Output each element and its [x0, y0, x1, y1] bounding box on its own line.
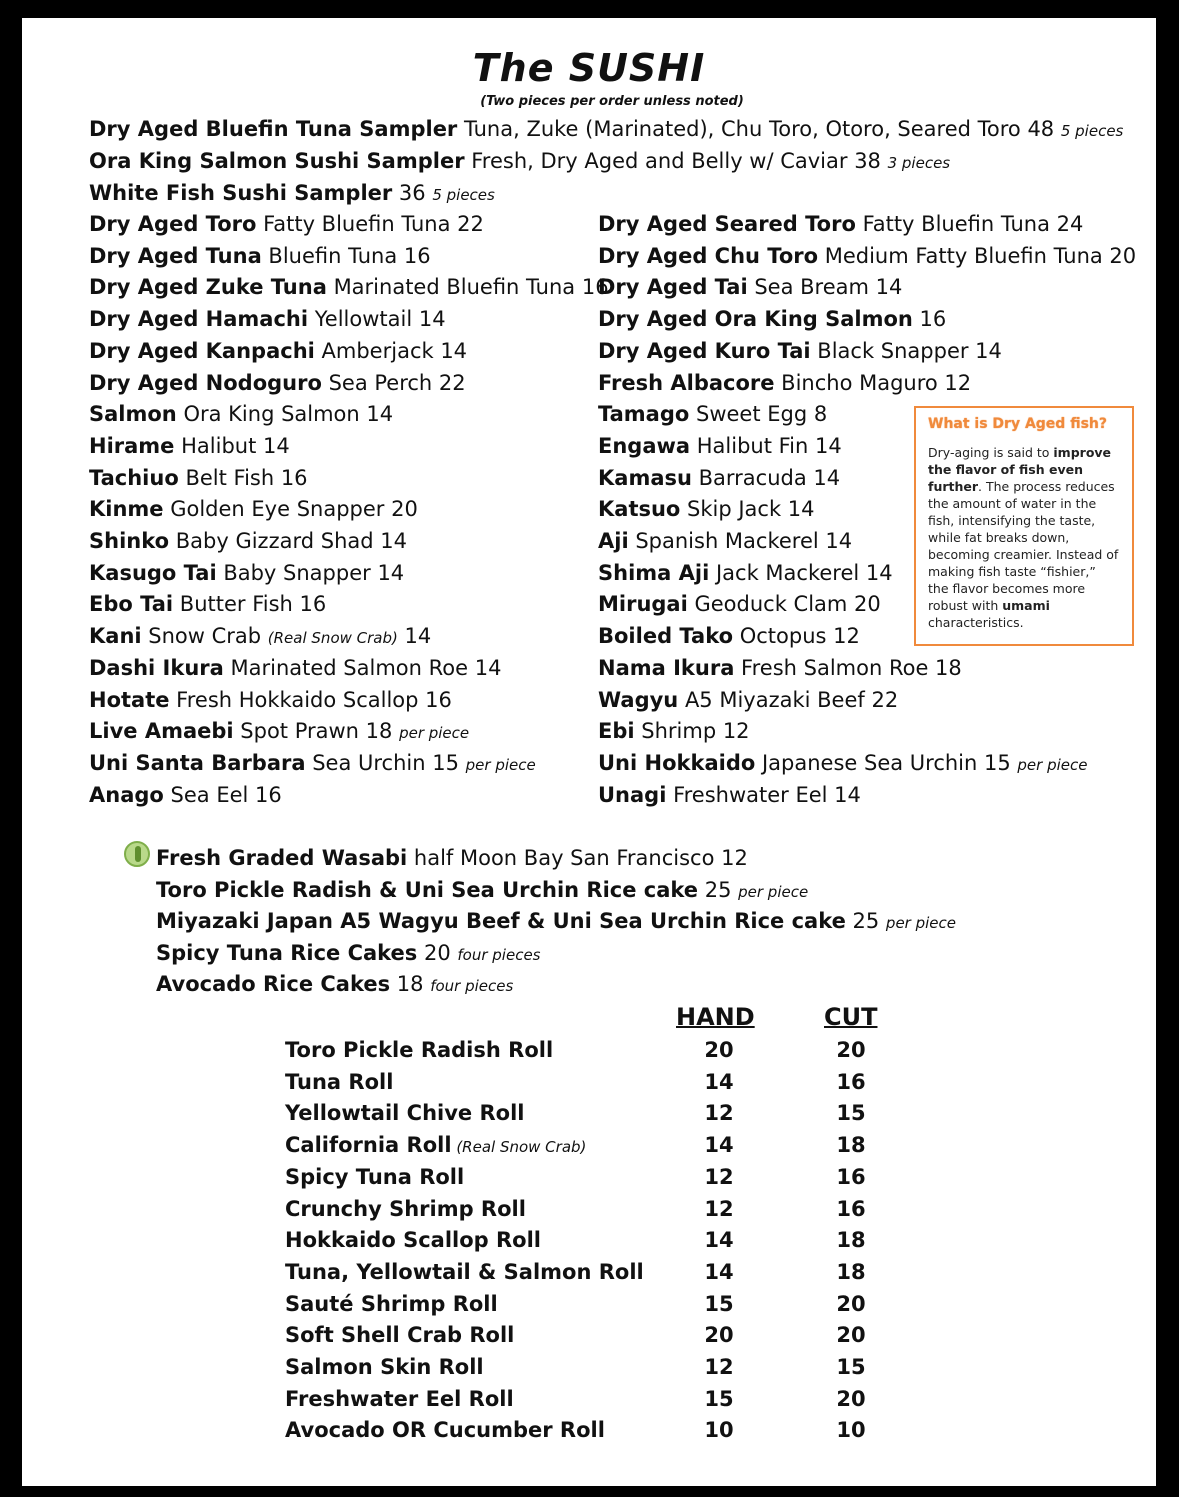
item-desc: Geoduck Clam 20	[687, 592, 881, 617]
roll-name: Spicy Tuna Roll	[285, 1164, 465, 1189]
item-name: Nama Ikura	[598, 655, 735, 680]
item-name: Dry Aged Nodoguro	[89, 370, 322, 395]
item-name: Kani	[89, 624, 142, 649]
roll-cut-price: 20	[836, 1386, 866, 1411]
dry-aged-info-box	[914, 406, 1134, 646]
menu-item-right	[598, 433, 842, 459]
item-desc: Sea Eel 16	[163, 782, 282, 807]
item-desc: Fresh, Dry Aged and Belly w/ Caviar 38	[464, 149, 888, 173]
item-desc: Marinated Salmon Roe 14	[223, 655, 502, 680]
item-note: per piece	[885, 914, 956, 933]
menu-item-left	[89, 433, 290, 459]
roll-cut-price: 20	[836, 1323, 866, 1348]
menu-item-right	[598, 243, 1136, 269]
menu-item-left	[89, 687, 452, 713]
menu-item-left	[89, 338, 467, 364]
item-name: Dry Aged Tai	[598, 275, 748, 300]
menu-item-right	[598, 496, 815, 522]
menu-item-left	[89, 718, 469, 746]
item-name: Dry Aged Toro	[89, 212, 257, 236]
roll-hand-price: 14	[704, 1069, 734, 1094]
item-desc: 18	[390, 972, 431, 997]
item-desc: Jack Mackerel 14	[709, 560, 893, 585]
roll-hand-price: 14	[704, 1228, 734, 1253]
menu-item-left	[89, 528, 407, 554]
item-desc: Spanish Mackerel 14	[628, 529, 853, 553]
roll-name: Crunchy Shrimp Roll	[285, 1196, 526, 1221]
item-desc: Bincho Maguro 12	[774, 370, 972, 395]
special-item	[156, 908, 956, 936]
special-item	[156, 940, 541, 968]
roll-hand-price: 14	[704, 1133, 734, 1158]
roll-name: California Roll (Real Snow Crab)	[285, 1133, 587, 1158]
item-name: Hirame	[89, 433, 175, 458]
roll-cut-price: 16	[836, 1196, 866, 1221]
item-desc: Belt Fish 16	[178, 465, 308, 490]
roll-cut-price: 16	[836, 1069, 866, 1094]
item-note: per piece	[465, 755, 536, 774]
item-name: Kasugo Tai	[89, 560, 217, 585]
info-box-body: Dry-aging is said to improve the flavor of fish even further. The process reduces the amount of water in the fish, intensifying the taste, while fat breaks down, becoming creamier. Instead of making fish taste “fishier,” the flavor becomes more robust with umami characteristics.	[928, 445, 1119, 630]
item-name: Ebo Tai	[89, 592, 174, 617]
menu-item-left	[89, 401, 393, 427]
item-note: per piece	[738, 882, 809, 901]
item-name: Tachiuo	[89, 465, 179, 490]
menu-item-left	[89, 591, 326, 617]
item-name: Dry Aged Seared Toro	[598, 212, 856, 236]
item-desc: Octopus 12	[733, 624, 860, 649]
item-name: Anago	[89, 782, 164, 807]
menu-item-right	[598, 655, 962, 681]
item-desc: Fresh Hokkaido Scallop 16	[169, 687, 452, 712]
sampler-item	[89, 148, 950, 176]
menu-item-left	[89, 274, 609, 300]
item-desc: A5 Miyazaki Beef 22	[678, 687, 899, 712]
roll-hand-price: 20	[704, 1323, 734, 1348]
item-note: (Real Snow Crab)	[267, 629, 398, 648]
item-name: Aji	[598, 529, 629, 553]
item-desc: 20	[417, 940, 458, 965]
item-name: Live Amaebi	[89, 719, 234, 744]
item-name: Dry Aged Tuna	[89, 243, 262, 268]
menu-item-left	[89, 465, 308, 491]
item-name: White Fish Sushi Sampler	[89, 181, 393, 205]
menu-item-right	[598, 465, 840, 491]
item-name: Boiled Tako	[598, 624, 734, 649]
sampler-item	[89, 180, 495, 208]
item-desc: Black Snapper 14	[810, 338, 1002, 363]
item-note: 5 pieces	[432, 186, 495, 204]
roll-hand-price: 12	[704, 1101, 734, 1126]
menu-item-right	[598, 560, 893, 586]
roll-cut-price: 18	[836, 1259, 866, 1284]
menu-item-left	[89, 496, 418, 522]
roll-name: Toro Pickle Radish Roll	[285, 1038, 554, 1062]
item-name: Kinme	[89, 497, 164, 522]
roll-cut-price: 20	[836, 1291, 866, 1316]
item-note: 5 pieces	[1060, 122, 1124, 140]
item-name: Dry Aged Ora King Salmon	[598, 307, 913, 332]
item-desc: Fresh Salmon Roe 18	[734, 655, 962, 680]
menu-item-right	[598, 750, 1087, 778]
roll-hand-price: 12	[704, 1164, 734, 1189]
item-desc: Sweet Egg 8	[689, 402, 828, 427]
menu-item-left	[89, 623, 431, 651]
item-name: Ebi	[598, 719, 635, 744]
menu-item-right	[598, 591, 881, 617]
item-note: 3 pieces	[887, 154, 951, 172]
item-desc: Amberjack 14	[314, 338, 468, 363]
item-desc: Golden Eye Snapper 20	[163, 497, 418, 522]
page-subtitle: (Two pieces per order unless noted)	[480, 94, 744, 109]
roll-cut-price: 20	[836, 1038, 866, 1062]
roll-name: Freshwater Eel Roll	[285, 1386, 514, 1411]
item-desc: Marinated Bluefin Tuna 16	[326, 275, 609, 300]
menu-page	[22, 18, 1156, 1486]
roll-hand-price: 10	[704, 1418, 734, 1443]
item-name: Fresh Graded Wasabi	[156, 846, 408, 870]
item-name: Katsuo	[598, 497, 681, 522]
item-desc: Shrimp 12	[634, 719, 750, 744]
item-desc: Yellowtail 14	[308, 307, 446, 332]
item-desc: Sea Bream 14	[747, 275, 903, 300]
item-desc: Baby Gizzard Shad 14	[169, 529, 407, 553]
roll-hand-price: 20	[704, 1038, 734, 1062]
item-price: 14	[397, 624, 432, 649]
menu-item-right	[598, 401, 827, 427]
roll-name: Salmon Skin Roll	[285, 1355, 484, 1379]
roll-name: Yellowtail Chive Roll	[285, 1101, 525, 1126]
roll-name: Tuna Roll	[285, 1069, 394, 1094]
menu-item-left	[89, 560, 404, 586]
item-desc: Spot Prawn 18	[233, 719, 400, 744]
menu-item-left	[89, 750, 536, 778]
item-note: four pieces	[457, 945, 541, 964]
menu-item-right	[598, 528, 852, 554]
item-desc: Barracuda 14	[691, 465, 841, 490]
sampler-item	[89, 116, 1123, 144]
item-desc: 25	[845, 909, 886, 934]
item-desc: Ora King Salmon 14	[176, 402, 394, 427]
item-name: Fresh Albacore	[598, 370, 775, 395]
menu-item-right	[598, 782, 861, 808]
item-name: Dry Aged Chu Toro	[598, 243, 819, 268]
roll-hand-price: 12	[704, 1196, 734, 1221]
roll-hand-price: 15	[704, 1291, 734, 1316]
item-name: Dry Aged Kuro Tai	[598, 338, 811, 363]
item-desc: Tuna, Zuke (Marinated), Chu Toro, Otoro, Seared Toro 48	[457, 117, 1061, 141]
menu-item-right	[598, 306, 946, 332]
item-desc: Sea Perch 22	[321, 370, 466, 395]
menu-item-right	[598, 370, 971, 396]
roll-name: Soft Shell Crab Roll	[285, 1323, 515, 1348]
item-desc: Halibut Fin 14	[690, 433, 842, 458]
special-item	[156, 971, 513, 999]
item-desc: Halibut 14	[174, 433, 290, 458]
item-note: per piece	[1017, 755, 1088, 774]
item-name: Mirugai	[598, 592, 688, 617]
menu-item-right	[598, 338, 1002, 364]
item-name: Wagyu	[598, 687, 679, 712]
roll-name: Hokkaido Scallop Roll	[285, 1228, 541, 1253]
item-name: Avocado Rice Cakes	[156, 972, 391, 997]
item-desc: Japanese Sea Urchin 15	[755, 750, 1018, 775]
roll-hand-price: 15	[704, 1386, 734, 1411]
item-name: Kamasu	[598, 465, 692, 490]
item-note: per piece	[399, 724, 470, 743]
menu-item-left	[89, 243, 431, 269]
menu-item-left	[89, 370, 466, 396]
item-name: Dashi Ikura	[89, 655, 224, 680]
wasabi-icon	[124, 841, 150, 867]
item-desc: Medium Fatty Bluefin Tuna 20	[818, 243, 1137, 268]
item-name: Spicy Tuna Rice Cakes	[156, 940, 418, 965]
item-name: Salmon	[89, 402, 177, 427]
menu-item-right	[598, 623, 860, 649]
roll-cut-price: 16	[836, 1164, 866, 1189]
item-name: Engawa	[598, 433, 691, 458]
item-name: Ora King Salmon Sushi Sampler	[89, 149, 465, 173]
item-desc: Butter Fish 16	[173, 592, 327, 617]
hand-column-header: HAND	[676, 1003, 755, 1031]
menu-item-left	[89, 306, 446, 332]
roll-cut-price: 15	[836, 1355, 866, 1379]
menu-item-right	[598, 718, 750, 744]
page-title: The SUSHI	[472, 46, 706, 90]
item-name: Shinko	[89, 529, 170, 553]
menu-item-left	[89, 211, 484, 237]
item-name: Dry Aged Hamachi	[89, 307, 309, 332]
item-desc: Freshwater Eel 14	[666, 782, 861, 807]
item-desc: Snow Crab	[141, 624, 268, 649]
item-name: Hotate	[89, 687, 170, 712]
menu-item-left	[89, 782, 282, 808]
special-item	[156, 845, 748, 871]
menu-item-right	[598, 211, 1083, 237]
roll-cut-price: 15	[836, 1101, 866, 1126]
menu-item-left	[89, 655, 501, 681]
item-name: Shima Aji	[598, 560, 710, 585]
roll-hand-price: 14	[704, 1259, 734, 1284]
menu-item-right	[598, 274, 902, 300]
item-name: Dry Aged Kanpachi	[89, 338, 315, 363]
menu-item-right	[598, 687, 898, 713]
item-desc: Sea Urchin 15	[305, 750, 466, 775]
item-desc: Baby Snapper 14	[216, 560, 405, 585]
item-name: Dry Aged Zuke Tuna	[89, 275, 327, 300]
item-desc: Bluefin Tuna 16	[261, 243, 431, 268]
item-desc: half Moon Bay San Francisco 12	[407, 846, 748, 870]
roll-name: Sauté Shrimp Roll	[285, 1291, 498, 1316]
item-desc: Fatty Bluefin Tuna 24	[855, 212, 1084, 236]
roll-cut-price: 18	[836, 1228, 866, 1253]
item-desc: 36	[392, 181, 433, 205]
special-item	[156, 877, 808, 905]
item-note: four pieces	[430, 977, 514, 996]
item-desc: 16	[912, 307, 947, 332]
roll-cut-price: 10	[836, 1418, 866, 1443]
item-name: Dry Aged Bluefin Tuna Sampler	[89, 117, 458, 141]
item-desc: Skip Jack 14	[680, 497, 815, 522]
roll-name: Tuna, Yellowtail & Salmon Roll	[285, 1259, 644, 1284]
cut-column-header: CUT	[824, 1003, 878, 1031]
item-desc: Fatty Bluefin Tuna 22	[256, 212, 484, 236]
item-name: Miyazaki Japan A5 Wagyu Beef & Uni Sea Urchin Rice cake	[156, 909, 846, 934]
item-name: Toro Pickle Radish & Uni Sea Urchin Rice cake	[156, 877, 699, 902]
item-name: Uni Hokkaido	[598, 750, 756, 775]
info-box-title: What is Dry Aged fish?	[928, 416, 1107, 432]
roll-cut-price: 18	[836, 1133, 866, 1158]
roll-hand-price: 12	[704, 1355, 734, 1379]
item-name: Tamago	[598, 402, 690, 427]
item-name: Unagi	[598, 782, 667, 807]
item-desc: 25	[698, 877, 739, 902]
roll-name: Avocado OR Cucumber Roll	[285, 1418, 605, 1443]
item-name: Uni Santa Barbara	[89, 750, 306, 775]
